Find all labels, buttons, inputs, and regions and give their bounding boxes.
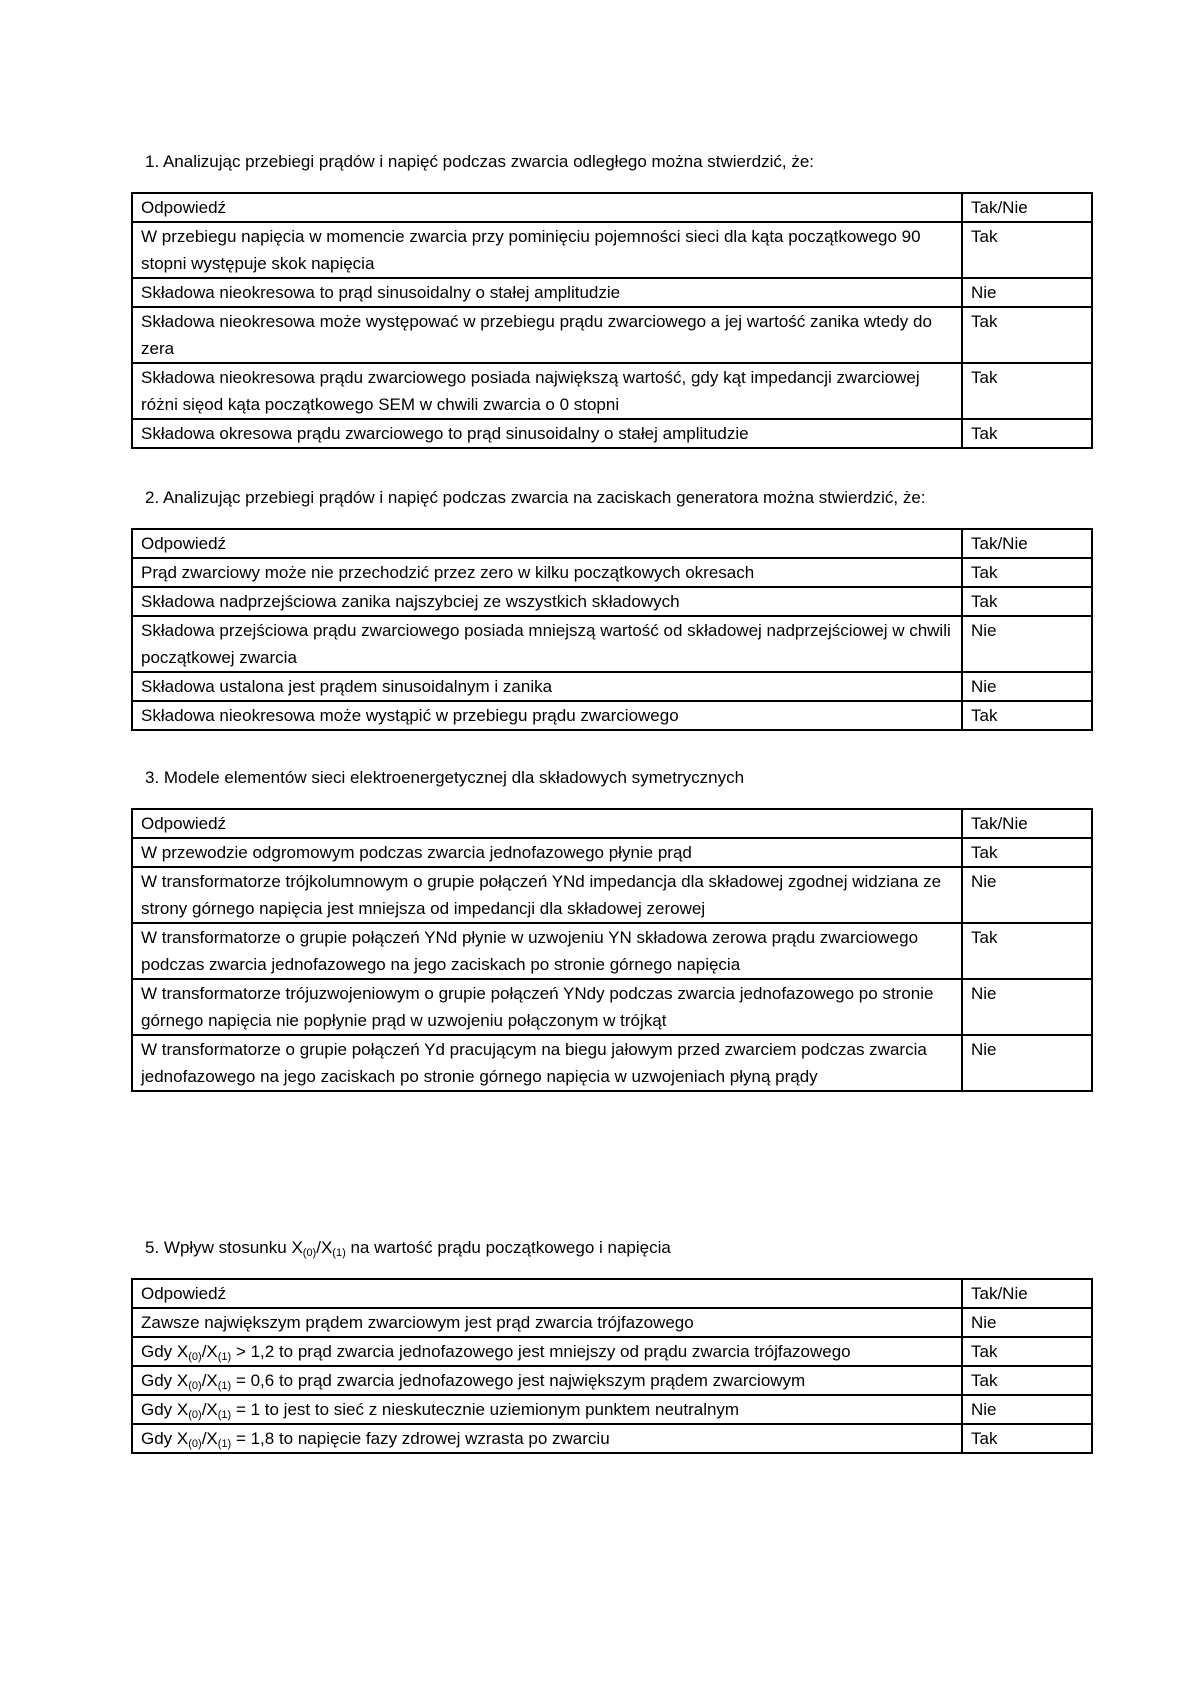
- table-row: [132, 1395, 1092, 1424]
- row-text: Prąd zwarciowy może nie przechodzić przez zero w kilku początkowych okresach: [132, 558, 962, 587]
- table-row: [132, 278, 1092, 307]
- row-value: Tak: [962, 587, 1092, 616]
- row-value: Nie: [962, 1395, 1092, 1424]
- row-value: Nie: [962, 672, 1092, 701]
- table-row: [132, 1308, 1092, 1337]
- header-value: Tak/Nie: [962, 1279, 1092, 1308]
- row-text: Składowa nieokresowa może występować w przebiegu prądu zwarciowego a jej wartość zanika wtedy do zera: [132, 307, 962, 363]
- section-1-table: [131, 192, 1093, 449]
- section-1: [131, 151, 1091, 449]
- section-3-title: 3. Modele elementów sieci elektroenergetycznej dla składowych symetrycznych: [145, 768, 745, 787]
- row-text: W transformatorze trójuzwojeniowym o grupie połączeń YNdy podczas zwarcia jednofazowego po stronie górnego napięcia nie popłynie prąd w uzwojeniu połączonym w trójkąt: [132, 979, 962, 1035]
- table-row: [132, 672, 1092, 701]
- table-row: [132, 616, 1092, 672]
- table-row: [132, 979, 1092, 1035]
- section-5: [131, 1237, 1091, 1454]
- row-value: Tak: [962, 222, 1092, 278]
- row-value: Nie: [962, 867, 1092, 923]
- row-value: Nie: [962, 979, 1092, 1035]
- table-header-row: [132, 809, 1092, 838]
- row-text: W transformatorze o grupie połączeń Yd pracującym na biegu jałowym przed zwarciem podczas zwarcia jednofazowego na jego zaciskach po stronie górnego napięcia w uzwojeniach płyną prądy: [132, 1035, 962, 1091]
- row-text: Zawsze największym prądem zwarciowym jest prąd zwarcia trójfazowego: [132, 1308, 962, 1337]
- section-1-title: 1. Analizując przebiegi prądów i napięć podczas zwarcia odległego można stwierdzić, że:: [145, 152, 815, 171]
- table-row: [132, 222, 1092, 278]
- table-row: [132, 307, 1092, 363]
- table-header-row: [132, 193, 1092, 222]
- row-text: Składowa nieokresowa może wystąpić w przebiegu prądu zwarciowego: [132, 701, 962, 730]
- header-value: Tak/Nie: [962, 529, 1092, 558]
- header-answer: Odpowiedź: [132, 193, 962, 222]
- table-row: [132, 923, 1092, 979]
- row-value: Tak: [962, 923, 1092, 979]
- table-row: [132, 1424, 1092, 1453]
- header-answer: Odpowiedź: [132, 529, 962, 558]
- row-value: Nie: [962, 278, 1092, 307]
- section-5-title: 5. Wpływ stosunku $X_{(0)}/X_{(1)}$ na wartość prądu początkowego i napięcia: [145, 1238, 671, 1259]
- table-row: [132, 419, 1092, 448]
- section-5-table: [131, 1278, 1093, 1454]
- row-text: Składowa przejściowa prądu zwarciowego posiada mniejszą wartość od składowej nadprzejściowej w chwili początkowej zwarcia: [132, 616, 962, 672]
- row-text: Gdy $X_{(0)}/X_{(1)} = 1,8$ to napięcie fazy zdrowej wzrasta po zwarciu: [132, 1424, 962, 1453]
- row-value: Nie: [962, 1035, 1092, 1091]
- table-header-row: [132, 529, 1092, 558]
- row-text: Gdy $X_{(0)}/X_{(1)} > 1,2$ to prąd zwarcia jednofazowego jest mniejszy od prądu zwarcia trójfazowego: [132, 1337, 962, 1366]
- row-value: Tak: [962, 838, 1092, 867]
- section-2: [131, 487, 1091, 731]
- header-answer: Odpowiedź: [132, 1279, 962, 1308]
- row-text: W przewodzie odgromowym podczas zwarcia jednofazowego płynie prąd: [132, 838, 962, 867]
- header-value: Tak/Nie: [962, 809, 1092, 838]
- section-2-table: [131, 528, 1093, 731]
- table-row: [132, 1366, 1092, 1395]
- row-value: Tak: [962, 1337, 1092, 1366]
- row-text: W przebiegu napięcia w momencie zwarcia przy pominięciu pojemności sieci dla kąta początkowego 90 stopni występuje skok napięcia: [132, 222, 962, 278]
- row-value: Tak: [962, 1424, 1092, 1453]
- table-header-row: [132, 1279, 1092, 1308]
- row-text: W transformatorze o grupie połączeń YNd płynie w uzwojeniu YN składowa zerowa prądu zwarciowego podczas zwarcia jednofazowego na jego zaciskach po stronie górnego napięcia: [132, 923, 962, 979]
- header-value: Tak/Nie: [962, 193, 1092, 222]
- table-row: [132, 587, 1092, 616]
- table-row: [132, 558, 1092, 587]
- row-value: Nie: [962, 616, 1092, 672]
- table-row: [132, 1035, 1092, 1091]
- row-value: Tak: [962, 419, 1092, 448]
- row-value: Tak: [962, 307, 1092, 363]
- row-text: Gdy $X_{(0)}/X_{(1)} = 0,6$ to prąd zwarcia jednofazowego jest największym prądem zwarciowym: [132, 1366, 962, 1395]
- row-text: Składowa nieokresowa prądu zwarciowego posiada największą wartość, gdy kąt impedancji zwarciowej różni sięod kąta początkowego SEM w chwili zwarcia o 0 stopni: [132, 363, 962, 419]
- row-text: Składowa nieokresowa to prąd sinusoidalny o stałej amplitudzie: [132, 278, 962, 307]
- row-value: Tak: [962, 701, 1092, 730]
- row-text: W transformatorze trójkolumnowym o grupie połączeń YNd impedancja dla składowej zgodnej widziana ze strony górnego napięcia jest mniejsza od impedancji dla składowej zerowej: [132, 867, 962, 923]
- row-text: Składowa nadprzejściowa zanika najszybciej ze wszystkich składowych: [132, 587, 962, 616]
- header-answer: Odpowiedź: [132, 809, 962, 838]
- row-text: Składowa ustalona jest prądem sinusoidalnym i zanika: [132, 672, 962, 701]
- row-text: Gdy $X_{(0)}/X_{(1)} = 1$ to jest to sieć z nieskutecznie uziemionym punktem neutralnym: [132, 1395, 962, 1424]
- row-value: Tak: [962, 1366, 1092, 1395]
- table-row: [132, 838, 1092, 867]
- table-row: [132, 701, 1092, 730]
- row-value: Nie: [962, 1308, 1092, 1337]
- row-text: Składowa okresowa prądu zwarciowego to prąd sinusoidalny o stałej amplitudzie: [132, 419, 962, 448]
- table-row: [132, 867, 1092, 923]
- row-value: Tak: [962, 363, 1092, 419]
- section-3-table: [131, 808, 1093, 1092]
- section-3: [131, 767, 1091, 1092]
- table-row: [132, 1337, 1092, 1366]
- section-2-title: 2. Analizując przebiegi prądów i napięć podczas zwarcia na zaciskach generatora można stwierdzić, że:: [145, 488, 926, 507]
- table-row: [132, 363, 1092, 419]
- row-value: Tak: [962, 558, 1092, 587]
